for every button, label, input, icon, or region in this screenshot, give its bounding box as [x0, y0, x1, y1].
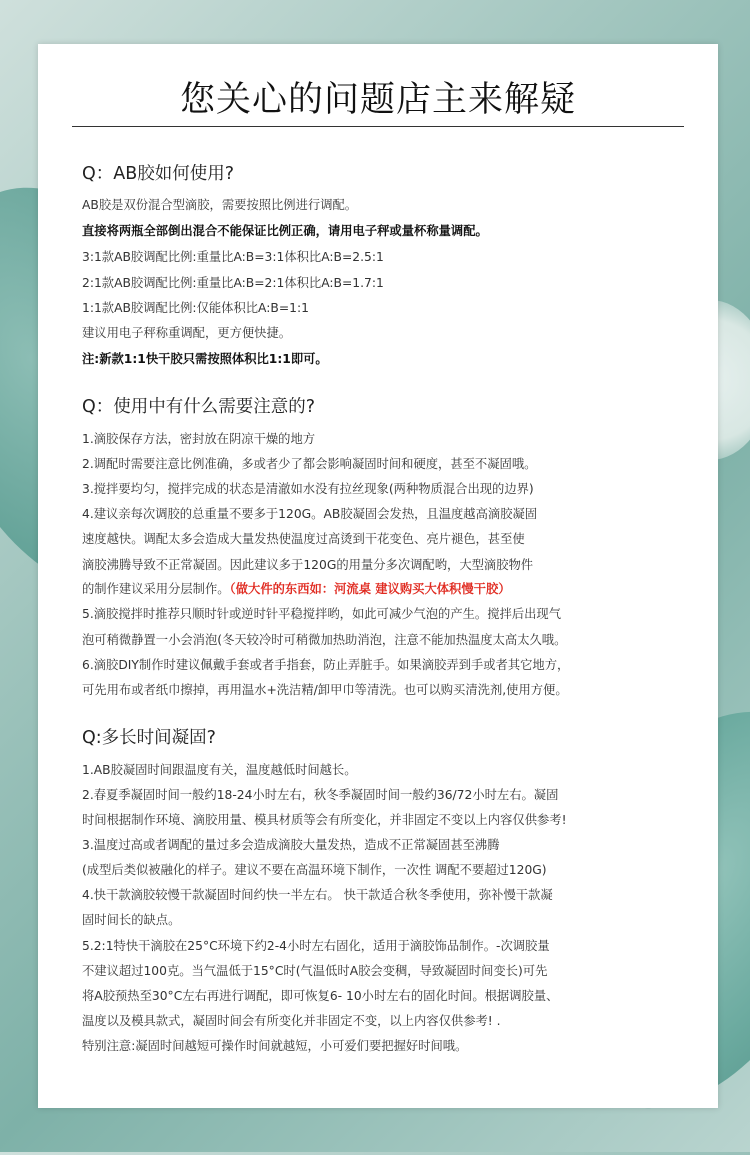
answer-line: 3:1款AB胶调配比例:重量比A:B=3:1体积比A:B=2.5:1	[82, 250, 384, 264]
answer-line: 不建议超过100克。当气温低于15°C时(气温低时A胶会变稠，导致凝固时间变长)可先	[82, 964, 548, 978]
answer-line: 5.2:1特快干滴胶在25°C环境下约2-4小时左右固化，适用于滴胶饰品制作。-次调胶量	[82, 939, 550, 953]
answer-line: 温度以及模具款式，凝固时间会有所变化并非固定不变，以上内容仅供参考! .	[82, 1014, 501, 1028]
highlight-note: （做大件的东西如：河流桌 建议购买大体积慢干胶）	[229, 582, 511, 596]
answer-line: 4.建议亲每次调胶的总重量不要多于120G。AB胶凝固会发热，且温度越高滴胶凝固	[82, 507, 538, 521]
answer-line: 1.滴胶保存方法，密封放在阴凉干燥的地方	[82, 432, 316, 446]
answer-line: 可先用布或者纸巾擦掉，再用温水+洗洁精/卸甲巾等清洗。也可以购买清洗剂,使用方便。	[82, 683, 568, 697]
answer-line: 建议用电子秤称重调配，更方便快捷。	[82, 326, 292, 340]
answer-line: 特别注意:凝固时间越短可操作时间就越短，小可爱们要把握好时间哦。	[82, 1039, 468, 1053]
answer-line: 直接将两瓶全部倒出混合不能保证比例正确，请用电子秤或量杯称量调配。	[82, 224, 488, 238]
answer-line: 2.调配时需要注意比例准确，多或者少了都会影响凝固时间和硬度，甚至不凝固哦。	[82, 457, 537, 471]
answer-text: 的制作建议采用分层制作。	[82, 582, 230, 596]
answer-line: 固时间长的缺点。	[82, 913, 181, 927]
answer-line: 速度越快。调配太多会造成大量发热使温度过高烫到干花变色、亮片褪色，甚至使	[82, 532, 525, 546]
answer-line: 5.滴胶搅拌时推荐只顺时针或逆时针平稳搅拌哟，如此可减少气泡的产生。搅拌后出现气	[82, 607, 562, 621]
faq-card	[38, 44, 718, 1108]
answer-line: 3.搅拌要均匀，搅拌完成的状态是清澈如水没有拉丝现象(两种物质混合出现的边界)	[82, 482, 534, 496]
answer-line: 泡可稍微静置一小会消泡(冬天较冷时可稍微加热助消泡，注意不能加热温度太高太久哦。	[82, 633, 567, 647]
answer-line: 2.春夏季凝固时间一般约18-24小时左右，秋冬季凝固时间一般约36/72小时左右。凝固	[82, 788, 559, 802]
answer-line: 2:1款AB胶调配比例:重量比A:B=2:1体积比A:B=1.7:1	[82, 276, 384, 290]
page-title: 您关心的问题店主来解疑	[179, 80, 576, 120]
title-divider	[72, 126, 684, 127]
answer-line	[82, 579, 511, 597]
answer-line: 滴胶沸腾导致不正常凝固。因此建议多于120G的用量分多次调配哟，大型滴胶物件	[82, 558, 534, 572]
answer-line: 时间根据制作环境、滴胶用量、模具材质等会有所变化，并非固定不变以上内容仅供参考!	[82, 813, 567, 827]
question-usage: Q：AB胶如何使用?	[82, 164, 235, 184]
question-precautions: Q：使用中有什么需要注意的?	[82, 397, 316, 417]
answer-line: 将A胶预热至30°C左右再进行调配，即可恢复6- 10小时左右的固化时间。根据调胶量、	[82, 989, 559, 1003]
answer-line: 注:新款1:1快干胶只需按照体积比1:1即可。	[82, 352, 328, 366]
answer-line: 1:1款AB胶调配比例:仅能体积比A:B=1:1	[82, 301, 309, 315]
answer-line: 6.滴胶DIY制作时建议佩戴手套或者手指套，防止弄脏手。如果滴胶弄到手或者其它地方，	[82, 658, 570, 672]
answer-line: AB胶是双份混合型滴胶，需要按照比例进行调配。	[82, 198, 358, 212]
answer-line: (成型后类似被融化的样子。建议不要在高温环境下制作，一次性 调配不要超过120G)	[82, 863, 547, 877]
answer-line: 1.AB胶凝固时间跟温度有关，温度越低时间越长。	[82, 763, 357, 777]
question-curing-time: Q:多长时间凝固?	[82, 728, 216, 748]
answer-line: 3.温度过高或者调配的量过多会造成滴胶大量发热，造成不正常凝固甚至沸腾	[82, 838, 500, 852]
answer-line: 4.快干款滴胶较慢干款凝固时间约快一半左右。 快干款适合秋冬季使用，弥补慢干款凝	[82, 888, 553, 902]
